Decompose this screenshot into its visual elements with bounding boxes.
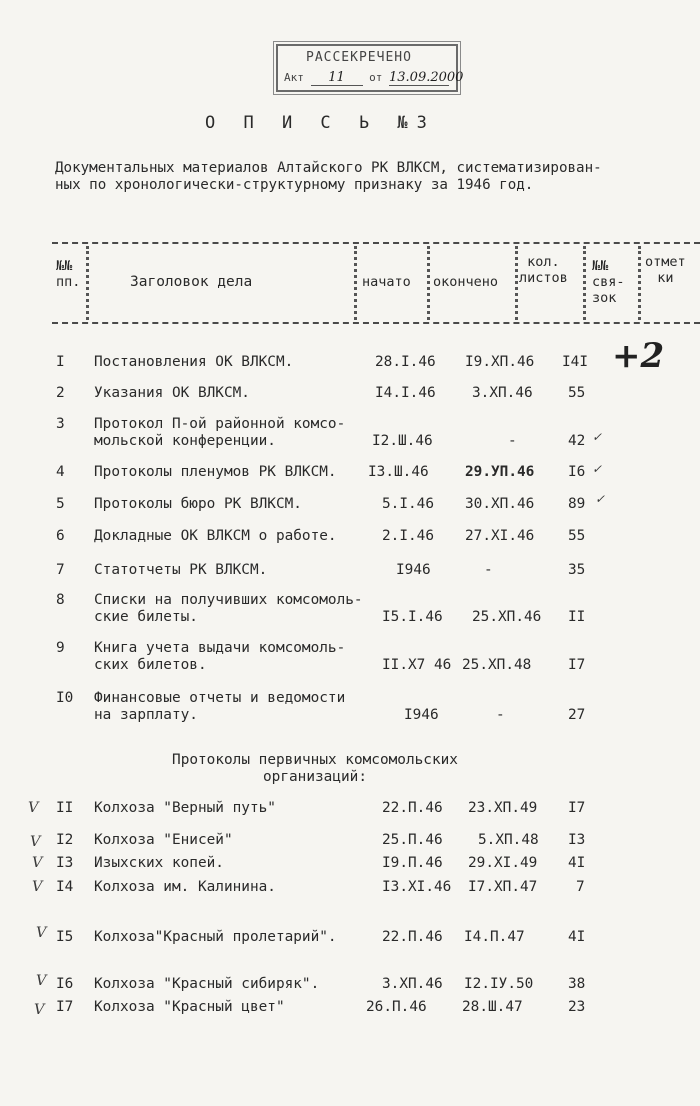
row-sheets: 4I <box>568 929 586 945</box>
header-start: начато <box>362 274 411 290</box>
row-title: Изыхских копей. <box>94 855 224 871</box>
row-title: Списки на получивших комсомоль- ские билеты. <box>94 592 363 625</box>
row-title: Протоколы бюро РК ВЛКСМ. <box>94 496 302 512</box>
row-title: Докладные ОК ВЛКСМ о работе. <box>94 528 337 544</box>
stamp-title: РАССЕКРЕЧЕНО <box>306 50 412 65</box>
row-end: 28.Ш.47 <box>462 999 523 1015</box>
row-num: 5 <box>56 496 65 512</box>
row-end: 25.XП.48 <box>462 657 532 673</box>
checkmark-icon: V <box>34 1002 45 1018</box>
row-sheets: II <box>568 609 586 625</box>
stamp-act-label: Акт <box>284 71 304 84</box>
checkmark-icon: ✓ <box>592 430 603 444</box>
row-title: Протоколы пленумов РК ВЛКСМ. <box>94 464 337 480</box>
row-end: I7.XП.47 <box>468 879 538 895</box>
row-num: 8 <box>56 592 65 608</box>
row-sheets: I7 <box>568 657 586 673</box>
row-start: 5.I.46 <box>382 496 434 512</box>
row-title: Книга учета выдачи комсомоль- ских билетов. <box>94 640 346 673</box>
row-num: I5 <box>56 929 74 945</box>
row-title: Протокол П-ой районной комсо- мольской конференции. <box>94 416 346 449</box>
row-title: Статотчеты РК ВЛКСМ. <box>94 562 268 578</box>
row-start: II.X7 46 <box>382 657 452 673</box>
row-start: 3.XП.46 <box>382 976 443 992</box>
row-end: 27.XI.46 <box>465 528 535 544</box>
header-notes: отмет ки <box>645 254 686 286</box>
declassified-stamp <box>276 44 464 92</box>
row-num: I0 <box>56 690 74 706</box>
row-start: I3.XI.46 <box>382 879 452 895</box>
stamp-act-number: 11 <box>311 70 363 86</box>
stamp-from-label: от <box>369 71 383 84</box>
section-heading: Протоколы первичных комсомольских организаций: <box>172 752 458 785</box>
row-title: Финансовые отчеты и ведомости на зарплату. <box>94 690 346 723</box>
row-end: I4.П.47 <box>464 929 525 945</box>
row-sheets: 27 <box>568 707 586 723</box>
header-num: №№ пп. <box>56 258 81 290</box>
row-title: Колхоза "Красный сибиряк". <box>94 976 320 992</box>
row-num: I6 <box>56 976 74 992</box>
row-num: 9 <box>56 640 65 656</box>
row-end: 29.УП.46 <box>465 464 535 480</box>
checkmark-icon: ✓ <box>595 492 606 506</box>
row-sheets: I4I <box>562 354 588 370</box>
row-num: 3 <box>56 416 65 432</box>
row-num: II <box>56 800 74 816</box>
column-divider <box>427 246 430 320</box>
handwritten-note: +2 <box>612 336 665 376</box>
row-end: 25.XП.46 <box>472 609 542 625</box>
column-divider <box>354 246 357 320</box>
column-divider <box>638 246 641 320</box>
row-num: I4 <box>56 879 74 895</box>
checkmark-icon: ✓ <box>592 462 603 476</box>
row-num: I <box>56 354 65 370</box>
row-title: Колхоза"Красный пролетарий". <box>94 929 337 945</box>
row-sheets: 23 <box>568 999 586 1015</box>
row-start: I3.Ш.46 <box>368 464 429 480</box>
document-intro: Документальных материалов Алтайского РК ВЛКСМ, систематизирован- ных по хронологически-структурному признаку за 1946 год. <box>55 160 602 193</box>
row-start: 2.I.46 <box>382 528 434 544</box>
row-start: 25.П.46 <box>382 832 443 848</box>
row-num: 4 <box>56 464 65 480</box>
row-end: - <box>508 433 517 449</box>
checkmark-icon: V <box>36 973 47 989</box>
row-end: 29.XI.49 <box>468 855 538 871</box>
row-start: 22.П.46 <box>382 800 443 816</box>
row-end: 23.XП.49 <box>468 800 538 816</box>
row-sheets: 89 <box>568 496 586 512</box>
row-start: I2.Ш.46 <box>372 433 433 449</box>
row-start: 28.I.46 <box>375 354 436 370</box>
checkmark-icon: V <box>32 879 43 895</box>
checkmark-icon: V <box>30 834 41 850</box>
row-title: Постановления ОК ВЛКСМ. <box>94 354 294 370</box>
row-start: I946 <box>404 707 439 723</box>
row-end: I9.XП.46 <box>465 354 535 370</box>
row-start: I9.П.46 <box>382 855 443 871</box>
row-sheets: I7 <box>568 800 586 816</box>
row-num: 2 <box>56 385 65 401</box>
row-num: 7 <box>56 562 65 578</box>
checkmark-icon: V <box>32 855 43 871</box>
row-sheets: I3 <box>568 832 586 848</box>
row-sheets: 42 <box>568 433 586 449</box>
column-divider <box>515 246 518 320</box>
row-end: I2.IУ.50 <box>464 976 534 992</box>
row-title: Колхоза им. Калинина. <box>94 879 276 895</box>
row-num: 6 <box>56 528 65 544</box>
row-sheets: 4I <box>568 855 586 871</box>
row-start: 26.П.46 <box>366 999 427 1015</box>
row-title: Колхоза "Енисей" <box>94 832 233 848</box>
stamp-act-line <box>284 70 464 86</box>
checkmark-icon: V <box>28 800 39 816</box>
header-title: Заголовок дела <box>130 274 253 290</box>
row-start: I946 <box>396 562 431 578</box>
header-bundle: №№ свя- зок <box>592 258 625 306</box>
row-title: Указания ОК ВЛКСМ. <box>94 385 250 401</box>
row-num: I3 <box>56 855 74 871</box>
row-start: I4.I.46 <box>375 385 436 401</box>
header-sheets: кол. листов <box>519 254 568 286</box>
row-sheets: 35 <box>568 562 586 578</box>
row-end: - <box>496 707 505 723</box>
row-num: I7 <box>56 999 74 1015</box>
header-bottom-rule <box>52 322 700 324</box>
document-title: О П И С Ь №3 <box>205 113 436 133</box>
row-end: - <box>484 562 493 578</box>
stamp-act-date: 13.09.2000 <box>389 70 464 85</box>
row-start: 22.П.46 <box>382 929 443 945</box>
column-divider <box>583 246 586 320</box>
row-sheets: 55 <box>568 385 586 401</box>
header-end: окончено <box>433 274 499 290</box>
row-sheets: 7 <box>576 879 585 895</box>
row-sheets: 38 <box>568 976 586 992</box>
header-top-rule <box>52 242 700 244</box>
row-end: 5.XП.48 <box>478 832 539 848</box>
row-title: Колхоза "Верный путь" <box>94 800 276 816</box>
row-end: 30.XП.46 <box>465 496 535 512</box>
row-sheets: I6 <box>568 464 586 480</box>
row-num: I2 <box>56 832 74 848</box>
checkmark-icon: V <box>36 925 47 941</box>
column-divider <box>86 246 89 320</box>
row-title: Колхоза "Красный цвет" <box>94 999 285 1015</box>
row-end: 3.XП.46 <box>472 385 533 401</box>
row-sheets: 55 <box>568 528 586 544</box>
row-start: I5.I.46 <box>382 609 443 625</box>
